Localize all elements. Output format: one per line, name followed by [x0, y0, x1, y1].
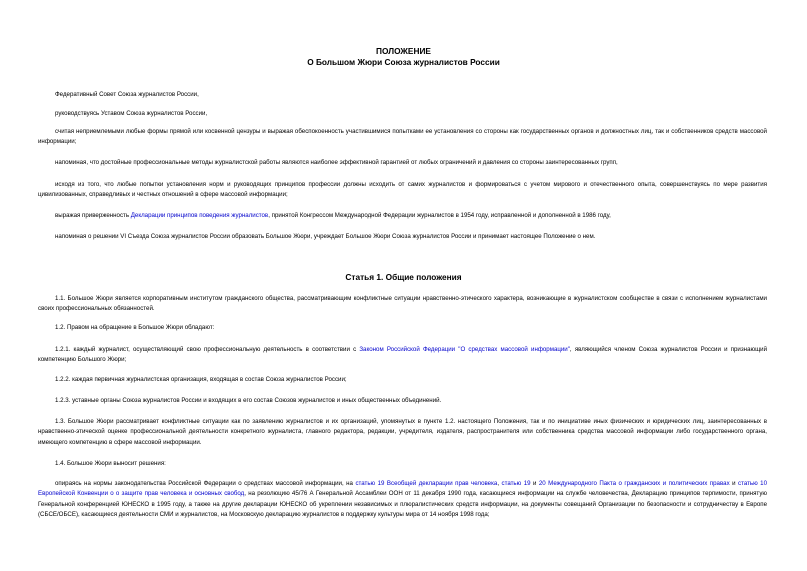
clause-1-2: 1.2. Правом на обращение в Большое Жюри обладают:	[55, 324, 215, 331]
text-span: 1.2.1. каждый журналист, осуществляющий свою профессиональную деятельность в соответствии с	[55, 346, 360, 353]
media-law-link[interactable]: Законом Российской Федерации "О средствах массовой информации"	[359, 346, 570, 353]
text-span: выражая приверженность	[55, 212, 131, 219]
clause-1-2-3: 1.2.3. уставные органы Союза журналистов России и входящих в его состав Союзов журналистов и иных общественных объединений.	[55, 397, 442, 404]
echr-article-10-link[interactable]: статью 10 Европейской Конвенции о о защите прав человека и основных свобод	[38, 480, 768, 498]
document-title: ПОЛОЖЕНИЕ	[376, 46, 431, 56]
text-span: и	[530, 480, 539, 487]
preamble-paragraph-3: считая неприемлемыми любые формы прямой или косвенной цензуры и выражая обеспокоенность участившимися попытками ее установления со стороны как государственных органов и должностных лиц, так и собственников средств массовой информации;	[38, 128, 767, 146]
iccpr-article-19-link[interactable]: статью 19	[501, 480, 531, 487]
text-span: , являющийся членом Союза журналистов России и признающий компетенцию Большого Жюри;	[38, 346, 767, 364]
clause-1-4-basis	[38, 479, 767, 521]
text-span: ,	[497, 480, 502, 487]
preamble-paragraph-6	[38, 211, 767, 221]
preamble-paragraph-1: Федеративный Совет Союза журналистов России,	[55, 91, 199, 98]
article-1-heading: Статья 1. Общие положения	[345, 272, 462, 282]
document-subtitle: О Большом Жюри Союза журналистов России	[307, 57, 500, 67]
udhr-article-19-link[interactable]: статью 19 Всеобщей декларации прав человека	[355, 480, 498, 487]
text-span: , на резолюцию 45/76 А Генеральной Ассамблеи ООН от 11 декабря 1990 года, касающиеся информации на службе человечества, Декларацию принципов терпимости, принятую Генеральной конференцией ЮНЕСКО в 1995 году, а также на другие декларации ЮНЕСКО об укреплении независимых и плюралистических средств информации, на документы совещаний Организации по безопасности и сотрудничеству в Европе (СБСЕ/ОБСЕ), касающиеся деятельности СМИ и журналистов, на Московскую декларацию журналистов в поддержку культуры мира от 14 ноября 1998 года;	[38, 490, 767, 519]
clause-1-2-1	[38, 345, 767, 366]
iccpr-article-20-link[interactable]: 20 Международного Пакта о гражданских и политических правах	[538, 480, 730, 487]
preamble-paragraph-2: руководствуясь Уставом Союза журналистов России,	[55, 110, 208, 117]
clause-1-4: 1.4. Большое Жюри выносит решения:	[55, 460, 166, 467]
clause-1-2-2: 1.2.2. каждая первичная журналистская организация, входящая в состав Союза журналистов России;	[55, 376, 347, 383]
preamble-paragraph-4: напоминая, что достойные профессиональные методы журналистской работы являются наиболее эффективной гарантией от любых ограничений и давления со стороны заинтересованных групп,	[55, 159, 618, 166]
text-span: опираясь на нормы законодательства Российской Федерации о средствах массовой информации, на	[55, 480, 356, 487]
preamble-paragraph-5: исходя из того, что любые попытки установления норм и руководящих принципов профессии должны исходить от самих журналистов и формироваться с учетом мирового и отечественного опыта, совершенствуясь по мере развития цивилизованных, справедливых и честных отношений в сфере массовой информации;	[38, 181, 767, 199]
declaration-link[interactable]: Декларации принципов поведения журналистов	[130, 212, 269, 219]
text-span: и	[729, 480, 738, 487]
clause-1-3: 1.3. Большое Жюри рассматривает конфликтные ситуации как по заявлению журналистов и их организаций, упомянутых в пункте 1.2. настоящего Положения, так и по инициативе иных физических и юридических лиц, заинтересованных в нравственно-этической оценке профессиональной деятельности конкретного журналиста, главного редактора, редакции, учредителя, издателя, распространителя или собственника средства массовой информации либо государственного органа, имеющего компетенцию в сфере массовой информации.	[38, 418, 767, 446]
text-span: , принятой Конгрессом Международной Федерации журналистов в 1954 году, исправленной и дополненной в 1986 году,	[268, 212, 611, 219]
clause-1-1: 1.1. Большое Жюри является корпоративным институтом гражданского общества, рассматривающим конфликтные ситуации нравственно-этического характера, возникающие в журналистском сообществе в связи с исполнением журналистами своих профессиональных обязанностей.	[38, 295, 767, 313]
preamble-paragraph-7: напоминая о решении VI Съезда Союза журналистов России образовать Большое Жюри, учреждает Большое Жюри Союза журналистов России и принимает настоящее Положение о нем.	[55, 233, 596, 240]
